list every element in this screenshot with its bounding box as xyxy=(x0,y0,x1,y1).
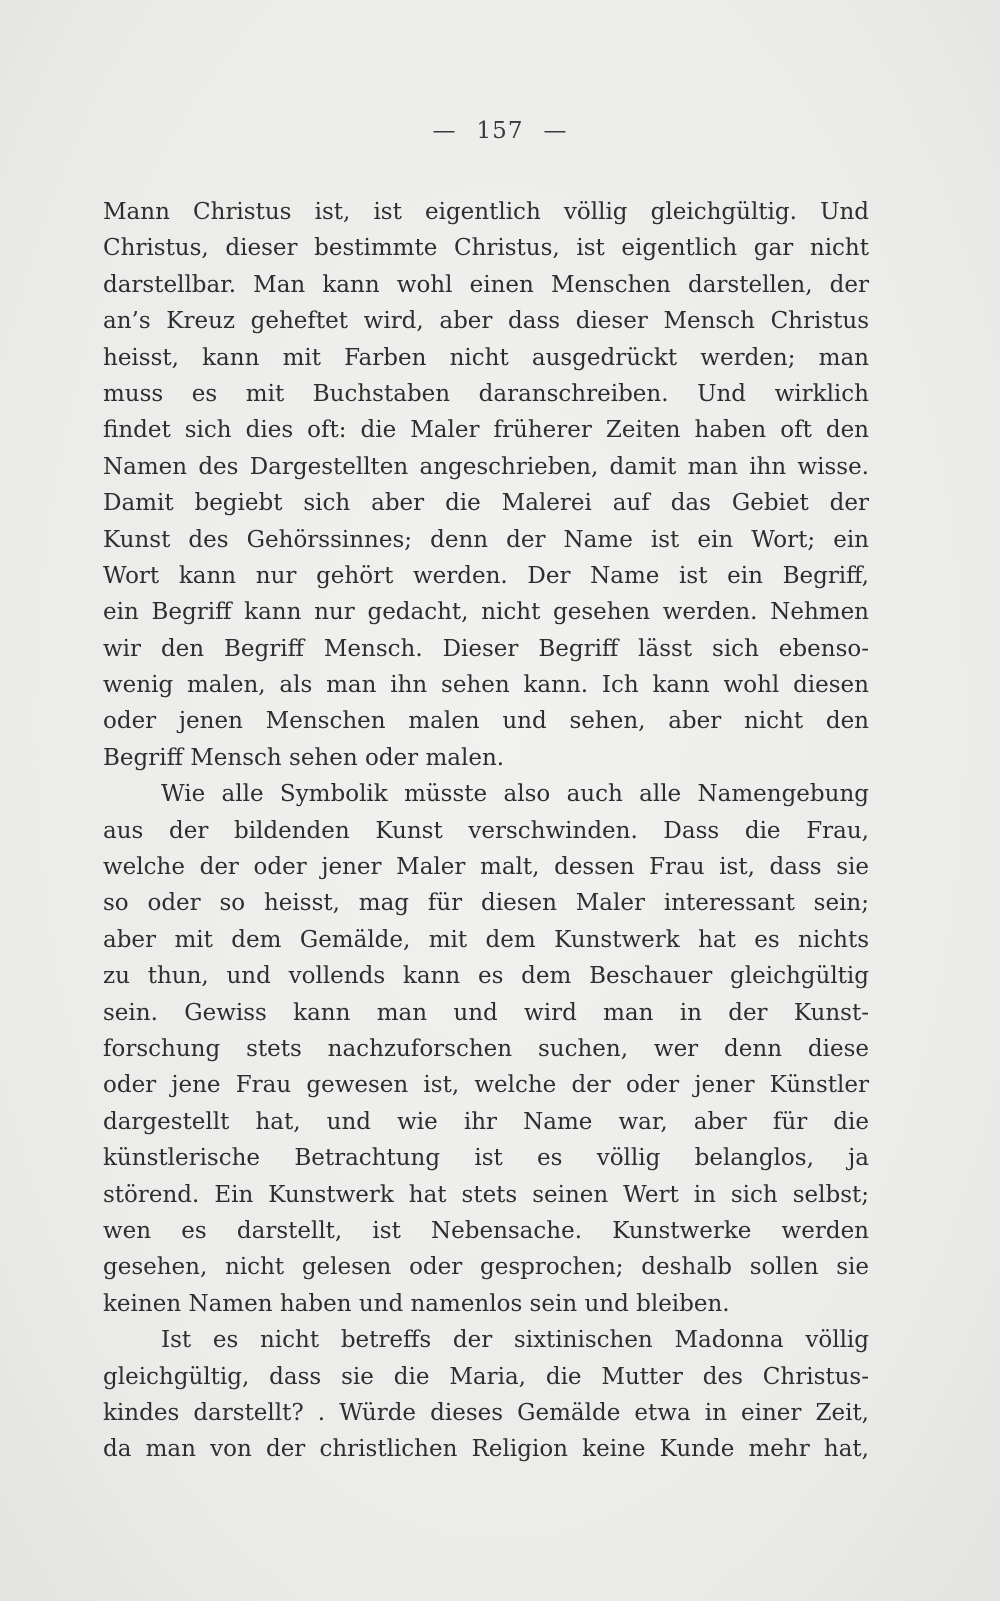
text-line: Mann Christus ist, ist eigentlich völlig gleichgültig. Und xyxy=(103,199,869,225)
text-line: oder jenen Menschen malen und sehen, aber nicht den xyxy=(103,708,869,735)
text-line: aber mit dem Gemälde, mit dem Kunstwerk hat es nichts xyxy=(103,926,869,953)
text-line: künstlerische Betrachtung ist es völlig belanglos, ja xyxy=(103,1145,869,1172)
text-line: welche der oder jener Maler malt, dessen Frau ist, dass sie xyxy=(103,854,869,881)
text-line: aus der bildenden Kunst verschwinden. Dass die Frau, xyxy=(103,817,869,844)
text-line: ein Begriff kann nur gedacht, nicht gesehen werden. Nehmen xyxy=(103,599,869,626)
text-line: forschung stets nachzuforschen suchen, wer denn diese xyxy=(103,1035,869,1062)
page-header xyxy=(0,118,1000,144)
text-line: keinen Namen haben und namenlos sein und bleiben. xyxy=(103,1290,730,1317)
text-line: so oder so heisst, mag für diesen Maler interessant sein; xyxy=(103,890,869,917)
text-line: an’s Kreuz geheftet wird, aber dass dieser Mensch Christus xyxy=(103,308,869,335)
header-dash-right: — xyxy=(543,118,568,144)
text-line: muss es mit Buchstaben daranschreiben. Und wirklich xyxy=(103,380,869,407)
text-line: störend. Ein Kunstwerk hat stets seinen Wert in sich selbst; xyxy=(103,1181,869,1208)
text-line: da man von der christlichen Religion keine Kunde mehr hat, xyxy=(103,1436,869,1463)
text-line: Kunst des Gehörssinnes; denn der Name ist ein Wort; ein xyxy=(103,526,869,553)
text-line: oder jene Frau gewesen ist, welche der oder jener Künstler xyxy=(103,1072,869,1099)
page-number: 157 xyxy=(476,118,524,144)
body-text xyxy=(103,194,869,1468)
text-line: findet sich dies oft: die Maler früherer Zeiten haben oft den xyxy=(103,417,869,444)
text-line: wenig malen, als man ihn sehen kann. Ich kann wohl diesen xyxy=(103,672,869,699)
header-dash-left: — xyxy=(432,118,457,144)
text-line: Namen des Dargestellten angeschrieben, damit man ihn wisse. xyxy=(103,453,869,480)
text-line: heisst, kann mit Farben nicht ausgedrückt werden; man xyxy=(103,344,869,371)
text-line: kindes darstellt? . Würde dieses Gemälde etwa in einer Zeit, xyxy=(103,1399,869,1426)
text-line: Christus, dieser bestimmte Christus, ist eigentlich gar nicht xyxy=(103,235,869,262)
text-line: sein. Gewiss kann man und wird man in der Kunst- xyxy=(103,999,869,1026)
text-line: Ist es nicht betreffs der sixtinischen Madonna völlig xyxy=(161,1327,869,1354)
text-line: zu thun, und vollends kann es dem Beschauer gleichgültig xyxy=(103,963,869,990)
text-line: Wie alle Symbolik müsste also auch alle Namengebung xyxy=(161,781,869,808)
text-line: gleichgültig, dass sie die Maria, die Mutter des Christus- xyxy=(103,1363,869,1390)
text-line: Begriff Mensch sehen oder malen. xyxy=(103,744,505,771)
text-line: dargestellt hat, und wie ihr Name war, aber für die xyxy=(103,1108,869,1135)
text-line: wen es darstellt, ist Nebensache. Kunstwerke werden xyxy=(103,1217,869,1244)
text-line: gesehen, nicht gelesen oder gesprochen; deshalb sollen sie xyxy=(103,1254,869,1281)
text-line: Wort kann nur gehört werden. Der Name ist ein Begriff, xyxy=(103,562,869,589)
text-line: darstellbar. Man kann wohl einen Menschen darstellen, der xyxy=(103,271,869,298)
text-line: wir den Begriff Mensch. Dieser Begriff lässt sich ebenso- xyxy=(103,635,869,662)
text-line: Damit begiebt sich aber die Malerei auf das Gebiet der xyxy=(103,490,869,517)
